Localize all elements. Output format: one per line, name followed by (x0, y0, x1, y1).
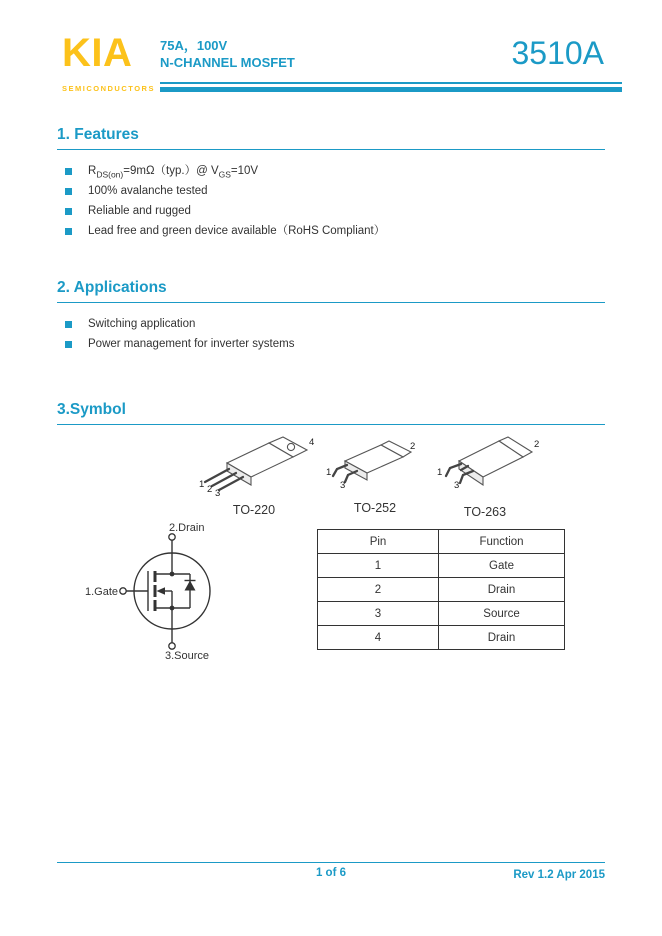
package-name: TO-252 (353, 501, 397, 515)
table-cell: 4 (318, 626, 439, 650)
table-cell: Drain (439, 626, 565, 650)
source-label: 3.Source (165, 650, 210, 661)
table-header-cell: Function (439, 530, 565, 554)
symbol-heading: 3.Symbol (57, 401, 605, 425)
package-to220 (197, 433, 327, 517)
features-list (57, 161, 605, 241)
gate-terminal (120, 588, 126, 594)
package-name: TO-220 (232, 503, 276, 517)
pin-number: 2 (207, 484, 213, 495)
applications-list (57, 314, 605, 354)
body-arrow-icon (157, 587, 166, 595)
package-name: TO-263 (463, 505, 507, 519)
package-lead (205, 469, 229, 482)
mosfet-symbol-icon (79, 519, 254, 661)
pin-number: 2 (534, 439, 540, 450)
to263-drawing-icon (435, 433, 555, 499)
pin-number: 3 (215, 488, 221, 497)
table-row (318, 554, 565, 578)
revision-label: Rev 1.2 Apr 2015 (513, 869, 605, 881)
package-lead (212, 473, 236, 486)
header-rule (160, 82, 622, 92)
device-type: N-CHANNEL MOSFET (160, 55, 295, 70)
table-row (318, 626, 565, 650)
pin-number: 3 (454, 480, 460, 491)
to252-drawing-icon (325, 437, 425, 495)
applications-heading: 2. Applications (57, 279, 605, 303)
table-cell: 2 (318, 578, 439, 602)
device-summary (160, 37, 295, 71)
list-item: 100% avalanche tested (57, 181, 605, 201)
package-lead (333, 465, 347, 476)
section-applications (57, 279, 605, 354)
pin-table-body (318, 554, 565, 650)
features-heading: 1. Features (57, 126, 605, 150)
bullet-square-icon (65, 188, 72, 195)
part-number: 3510A (511, 35, 604, 71)
header-rule-thin (160, 82, 622, 84)
table-row (318, 578, 565, 602)
table-cell: 1 (318, 554, 439, 578)
mounting-hole-icon (287, 443, 294, 450)
list-item: $R_{DS(on)}=9m\Omega(typ.)@$ $V_{GS}=10V$ (57, 161, 605, 181)
package-drawings (57, 433, 605, 519)
source-terminal (169, 643, 175, 649)
package-lead (446, 464, 461, 476)
junction-dot (170, 606, 175, 611)
header-rule-thick (160, 87, 622, 92)
table-cell: 3 (318, 602, 439, 626)
table-cell: Drain (439, 578, 565, 602)
package-lead (345, 471, 357, 482)
drain-label: 2.Drain (169, 522, 205, 534)
list-item: Reliable and rugged (57, 201, 605, 221)
junction-dot (170, 572, 175, 577)
brand-logo-subtitle: SEMICONDUCTORS (62, 84, 155, 93)
bullet-square-icon (65, 228, 72, 235)
bullet-square-icon (65, 321, 72, 328)
pin-number: 1 (326, 467, 332, 478)
to220-drawing-icon (197, 433, 327, 497)
bullet-square-icon (65, 208, 72, 215)
device-rating: 75A，100V (160, 38, 228, 53)
pin-number: 1 (437, 467, 443, 478)
pin-number: 3 (340, 480, 346, 491)
document-body (57, 96, 605, 670)
list-item: Power management for inverter systems (57, 334, 605, 354)
table-cell: Gate (439, 554, 565, 578)
pin-number: 2 (410, 441, 416, 452)
header (0, 0, 662, 96)
table-header-cell: Pin (318, 530, 439, 554)
brand-logo: KIA (62, 31, 133, 75)
page-number: 1 of 6 (315, 867, 347, 879)
package-lead (219, 477, 243, 490)
list-item: Lead free and green device available（RoHS Compliant） (57, 221, 605, 241)
package-to263 (435, 433, 555, 519)
pin-table-head (318, 530, 565, 554)
package-to252 (325, 437, 425, 515)
pin-number: 4 (309, 437, 315, 448)
bullet-square-icon (65, 168, 72, 175)
pin-number: 1 (199, 479, 205, 490)
footer (57, 862, 605, 879)
section-symbol (57, 401, 605, 670)
table-row (318, 602, 565, 626)
gate-label: 1.Gate (84, 586, 118, 598)
bullet-square-icon (65, 341, 72, 348)
pin-function-table (317, 529, 565, 650)
body-diode-icon (185, 581, 196, 591)
symbol-row (57, 515, 605, 670)
section-features (57, 126, 605, 241)
list-item: Switching application (57, 314, 605, 334)
drain-terminal (169, 534, 175, 540)
table-cell: Source (439, 602, 565, 626)
